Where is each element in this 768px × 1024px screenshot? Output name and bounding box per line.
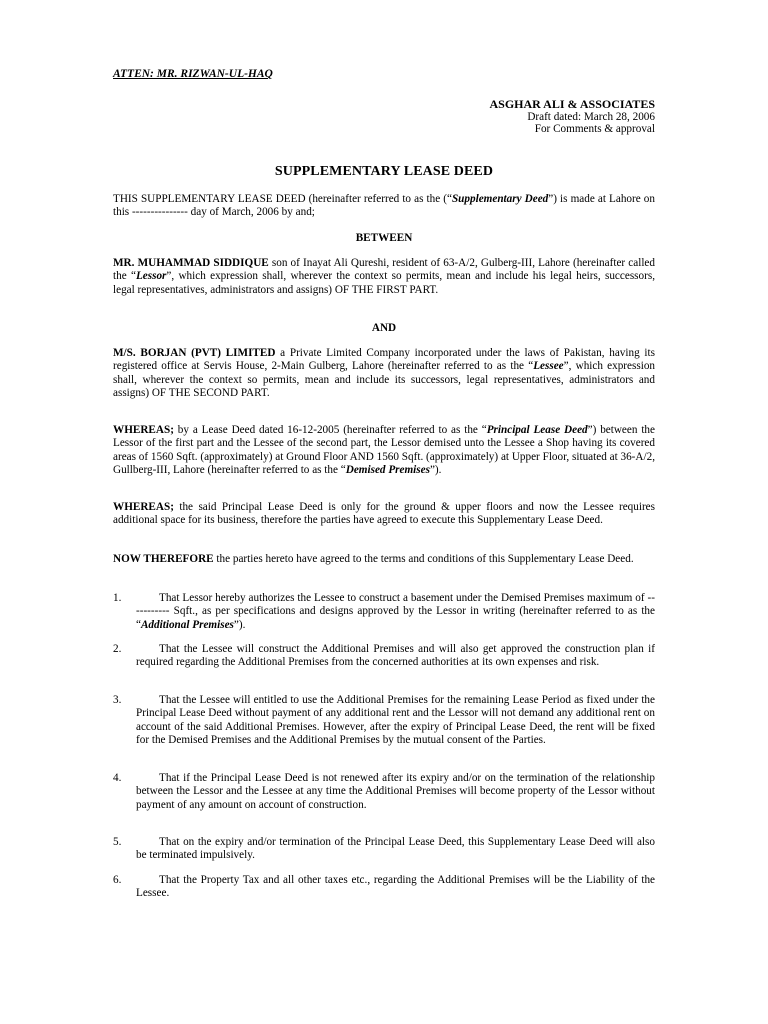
clause-number: 1. (113, 592, 122, 604)
lessor-paragraph: MR. MUHAMMAD SIDDIQUE son of Inayat Ali Qureshi, resident of 63-A/2, Gulberg-III, Lahore (hereinafter called the “Lessor”, which expression shall, wherever the context so permits, mean and include his legal heirs, successors, legal representatives, administrators and assigns) OF THE FIRST PART. (113, 257, 655, 296)
clause-number: 2. (113, 643, 122, 655)
draft-purpose: For Comments & approval (534, 123, 655, 136)
term-supplementary-deed: Supplementary Deed (451, 193, 549, 205)
intro-paragraph: THIS SUPPLEMENTARY LEASE DEED (hereinafter referred to as the (“Supplementary Deed”) is made at Lahore on this --------------- day of March, 2006 by and; (113, 193, 655, 219)
term-lessor: Lessor (135, 270, 167, 283)
term-lessee: Lessee (533, 360, 564, 373)
whereas-paragraph-1: WHEREAS; by a Lease Deed dated 16-12-2005 (hereinafter referred to as the “Principal Lease Deed”) between the Lessor of the first part and the Lessee of the second part, the Lessor demised unto the Lessee a Shop having its covered areas of 1560 Sqft. (approximately) at Ground Floor AND 1560 Sqft. (approximately) at Upper Floor, situated at 36-A/2, Gullberg-III, Lahore (hereinafter referred to as the “Demised Premises”). (113, 424, 655, 477)
clause-1: That Lessor hereby authorizes the Lessee to construct a basement under the Demised Premises maximum of ----------- Sqft., as per specifications and designs approved by the Lessor in writing (hereinafter referred to as the “Additional Premises”). (136, 592, 655, 631)
clause-4: That if the Principal Lease Deed is not renewed after its expiry and/or on the termination of the relationship between the Lessor and the Lessee at any time the Additional Premises will become property of the Lessor without payment of any amount on account of construction. (136, 772, 655, 811)
clause-5: That on the expiry and/or termination of the Principal Lease Deed, this Supplementary Lease Deed will also be terminated impulsively. (136, 836, 655, 862)
clause-3: That the Lessee will entitled to use the Additional Premises for the remaining Lease Period as fixed under the Principal Lease Deed without payment of any additional rent and the Lessor will not demand any additional rent on account of the said Additional Premises. However, after the expiry of Principal Lease Deed, the rent will be fixed for the Demised Premises and the Additional Premises by the mutual consent of the Parties. (136, 694, 655, 747)
term-demised-premises: Demised Premises (345, 464, 430, 477)
lessee-paragraph: M/S. BORJAN (PVT) LIMITED a Private Limited Company incorporated under the laws of Pakistan, having its registered office at Servis House, 2-Main Gulberg, Lahore (hereinafter referred to as the “Lessee”, which expression shall, wherever the context so permits, mean and include its successors, legal representatives, administrators and assigns) OF THE SECOND PART. (113, 347, 656, 400)
term-additional-premises: Additional Premises (140, 618, 234, 631)
document-title: SUPPLEMENTARY LEASE DEED (274, 164, 494, 179)
clause-number: 6. (113, 874, 122, 886)
between-heading: BETWEEN (355, 232, 413, 244)
clause-2: That the Lessee will construct the Additional Premises and will also get approved the construction plan if required regarding the Additional Premises from the concerned authorities at its own expenses and risk. (136, 643, 655, 669)
term-principal-lease-deed: Principal Lease Deed (486, 424, 588, 436)
firm-name: ASGHAR ALI & ASSOCIATES (489, 97, 655, 111)
clause-number: 4. (113, 772, 122, 784)
and-heading: AND (371, 322, 397, 334)
clause-6: That the Property Tax and all other taxes etc., regarding the Additional Premises will be the Liability of the Lessee. (136, 874, 655, 900)
clause-number: 3. (113, 694, 122, 706)
attention-line: ATTEN: MR. RIZWAN-UL-HAQ (113, 68, 273, 80)
firm-header (490, 98, 656, 136)
whereas-paragraph-2: WHEREAS; the said Principal Lease Deed is only for the ground & upper floors and now the Lessee requires additional space for its business, therefore the parties have agreed to execute this Supplementary Lease Deed. (113, 501, 655, 527)
lessor-name: MR. MUHAMMAD SIDDIQUE (113, 257, 269, 269)
lessee-name: M/S. BORJAN (PVT) LIMITED (113, 347, 276, 359)
draft-date: Draft dated: March 28, 2006 (527, 110, 655, 123)
clause-number: 5. (113, 836, 122, 848)
now-therefore-paragraph: NOW THEREFORE the parties hereto have agreed to the terms and conditions of this Supplementary Lease Deed. (113, 553, 634, 565)
